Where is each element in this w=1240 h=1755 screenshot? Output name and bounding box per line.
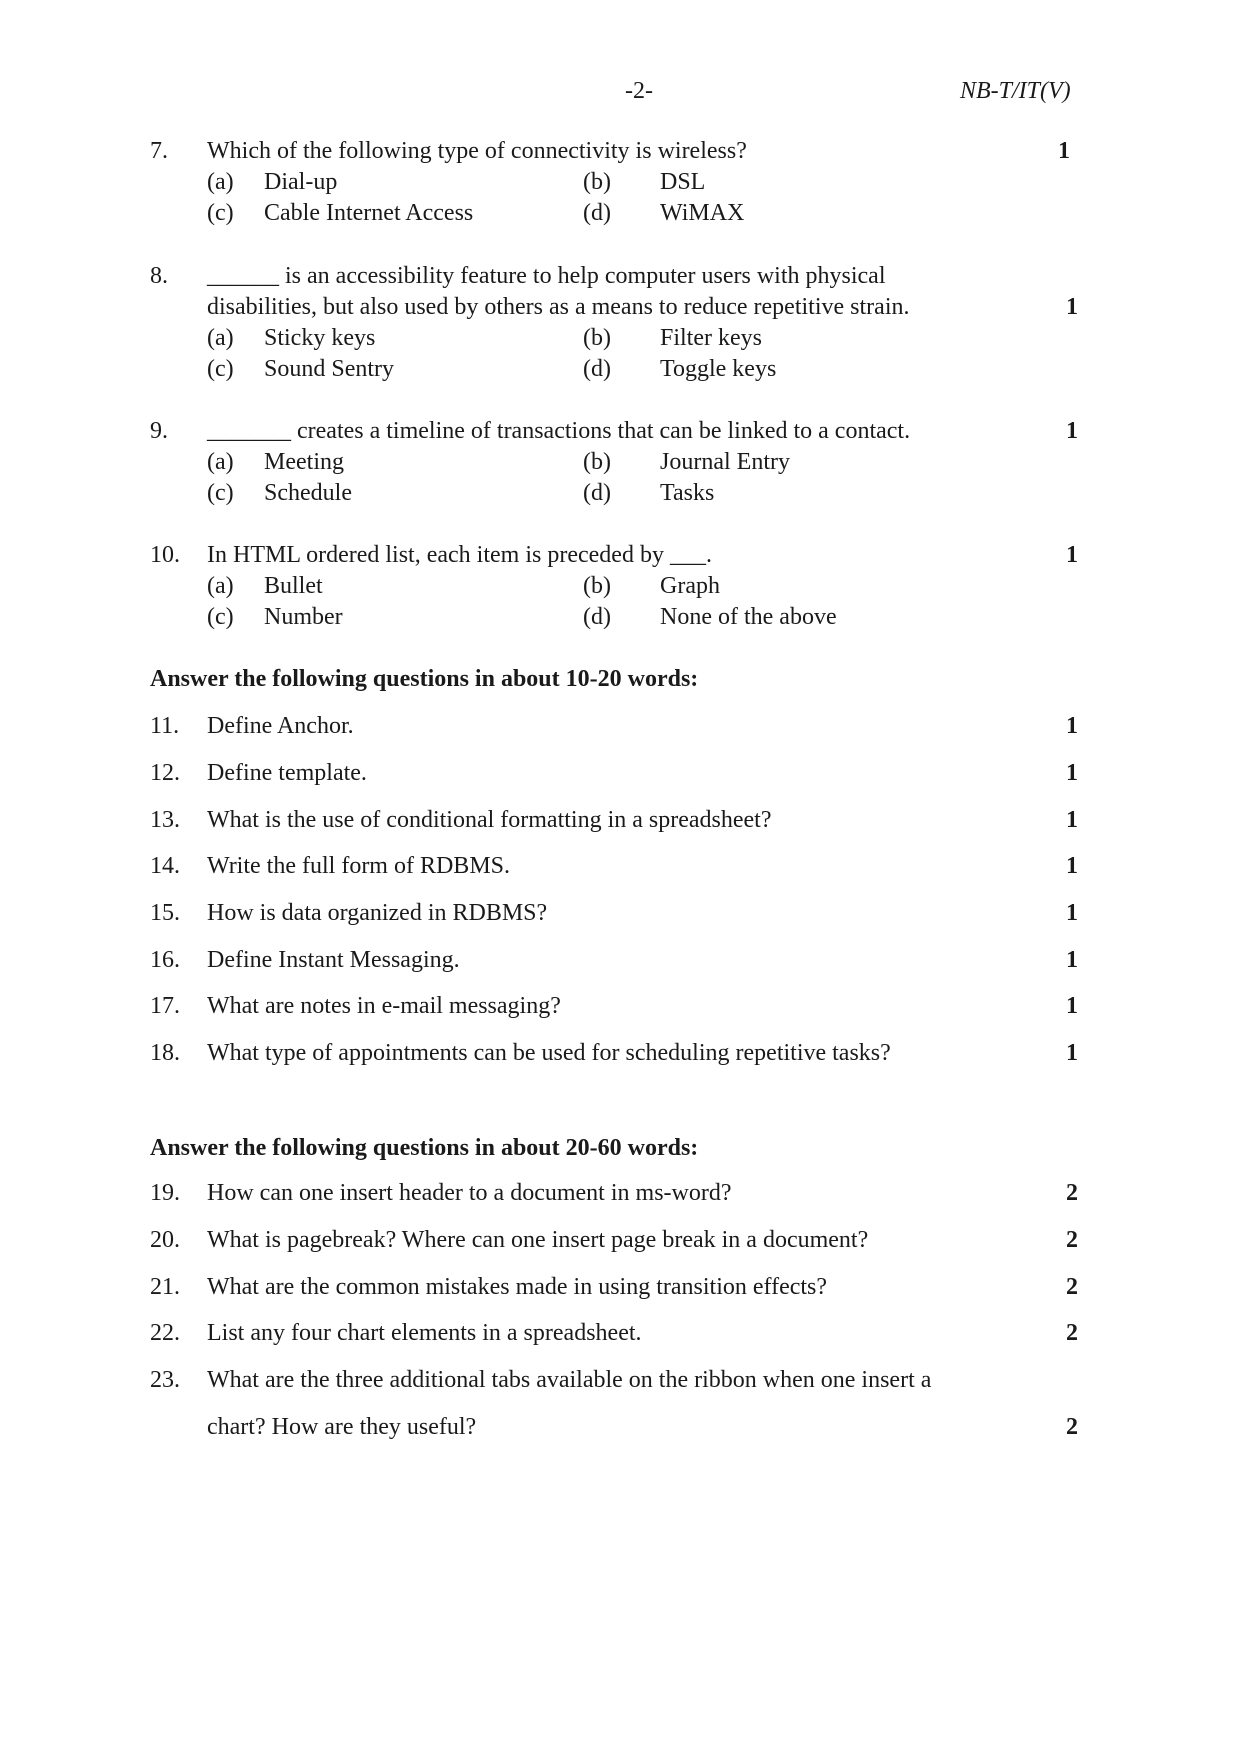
question-number: 9. [150, 418, 168, 444]
paper-code: NB-T/IT(V) [960, 78, 1071, 104]
option-label: (a) [207, 573, 234, 599]
question-marks: 1 [1066, 760, 1078, 786]
question-number: 10. [150, 542, 180, 568]
question-text: Write the full form of RDBMS. [207, 853, 510, 879]
question-text: Define Instant Messaging. [207, 947, 460, 973]
question-number: 23. [150, 1367, 180, 1393]
question-text: Which of the following type of connectivity is wireless? [207, 138, 747, 164]
question-number: 18. [150, 1040, 180, 1066]
question-number: 8. [150, 263, 168, 289]
question-number: 20. [150, 1227, 180, 1253]
option-text: Cable Internet Access [264, 200, 474, 226]
option-label: (c) [207, 200, 234, 226]
option-label: (b) [583, 169, 611, 195]
option-text: Dial-up [264, 169, 338, 195]
option-label: (d) [583, 356, 611, 382]
question-number: 15. [150, 900, 180, 926]
option-text: WiMAX [660, 200, 745, 226]
option-text: Meeting [264, 449, 344, 475]
question-number: 14. [150, 853, 180, 879]
option-label: (c) [207, 480, 234, 506]
question-text: How can one insert header to a document in ms-word? [207, 1180, 732, 1206]
option-text: Schedule [264, 480, 352, 506]
question-text: What is pagebreak? Where can one insert page break in a document? [207, 1227, 869, 1253]
question-text: What type of appointments can be used for scheduling repetitive tasks? [207, 1040, 891, 1066]
question-marks: 1 [1066, 993, 1078, 1019]
question-number: 12. [150, 760, 180, 786]
option-label: (b) [583, 573, 611, 599]
question-marks: 1 [1066, 947, 1078, 973]
question-number: 21. [150, 1274, 180, 1300]
option-label: (c) [207, 356, 234, 382]
option-text: DSL [660, 169, 706, 195]
question-text: What are notes in e-mail messaging? [207, 993, 561, 1019]
question-text: Define Anchor. [207, 713, 354, 739]
question-marks: 2 [1066, 1180, 1078, 1206]
question-text: What is the use of conditional formatting in a spreadsheet? [207, 807, 772, 833]
question-text: ______ is an accessibility feature to help computer users with physical [207, 263, 886, 289]
question-number: 7. [150, 138, 168, 164]
question-number: 22. [150, 1320, 180, 1346]
page-number: -2- [625, 78, 653, 104]
option-text: Tasks [660, 480, 715, 506]
question-marks: 1 [1066, 853, 1078, 879]
question-text: chart? How are they useful? [207, 1414, 477, 1440]
question-text: Define template. [207, 760, 367, 786]
option-label: (a) [207, 449, 234, 475]
option-text: Graph [660, 573, 720, 599]
option-text: Bullet [264, 573, 323, 599]
question-number: 19. [150, 1180, 180, 1206]
question-marks: 2 [1066, 1320, 1078, 1346]
question-number: 11. [150, 713, 180, 739]
option-label: (d) [583, 200, 611, 226]
question-text: disabilities, but also used by others as a means to reduce repetitive strain. [207, 294, 910, 320]
section-heading-short: Answer the following questions in about 10-20 words: [150, 666, 699, 692]
question-marks: 2 [1066, 1227, 1078, 1253]
question-number: 13. [150, 807, 180, 833]
question-number: 17. [150, 993, 180, 1019]
question-marks: 1 [1066, 900, 1078, 926]
option-label: (b) [583, 449, 611, 475]
question-text: In HTML ordered list, each item is preceded by ___. [207, 542, 712, 568]
option-text: Sound Sentry [264, 356, 395, 382]
question-marks: 1 [1066, 294, 1078, 320]
option-label: (d) [583, 604, 611, 630]
option-text: Number [264, 604, 343, 630]
option-text: Toggle keys [660, 356, 777, 382]
question-marks: 1 [1066, 1040, 1078, 1066]
question-text: What are the three additional tabs available on the ribbon when one insert a [207, 1367, 932, 1393]
option-text: None of the above [660, 604, 837, 630]
question-text: What are the common mistakes made in using transition effects? [207, 1274, 828, 1300]
section-heading-medium: Answer the following questions in about 20-60 words: [150, 1135, 699, 1161]
option-label: (c) [207, 604, 234, 630]
option-label: (a) [207, 169, 234, 195]
question-number: 16. [150, 947, 180, 973]
question-text: _______ creates a timeline of transactions that can be linked to a contact. [207, 418, 911, 444]
option-label: (b) [583, 325, 611, 351]
option-text: Sticky keys [264, 325, 376, 351]
question-marks: 1 [1058, 138, 1070, 164]
question-marks: 1 [1066, 807, 1078, 833]
option-label: (d) [583, 480, 611, 506]
question-marks: 2 [1066, 1274, 1078, 1300]
option-label: (a) [207, 325, 234, 351]
question-text: How is data organized in RDBMS? [207, 900, 548, 926]
option-text: Filter keys [660, 325, 762, 351]
question-text: List any four chart elements in a spreadsheet. [207, 1320, 642, 1346]
question-marks: 2 [1066, 1414, 1078, 1440]
question-marks: 1 [1066, 542, 1078, 568]
question-marks: 1 [1066, 418, 1078, 444]
option-text: Journal Entry [660, 449, 790, 475]
question-marks: 1 [1066, 713, 1078, 739]
